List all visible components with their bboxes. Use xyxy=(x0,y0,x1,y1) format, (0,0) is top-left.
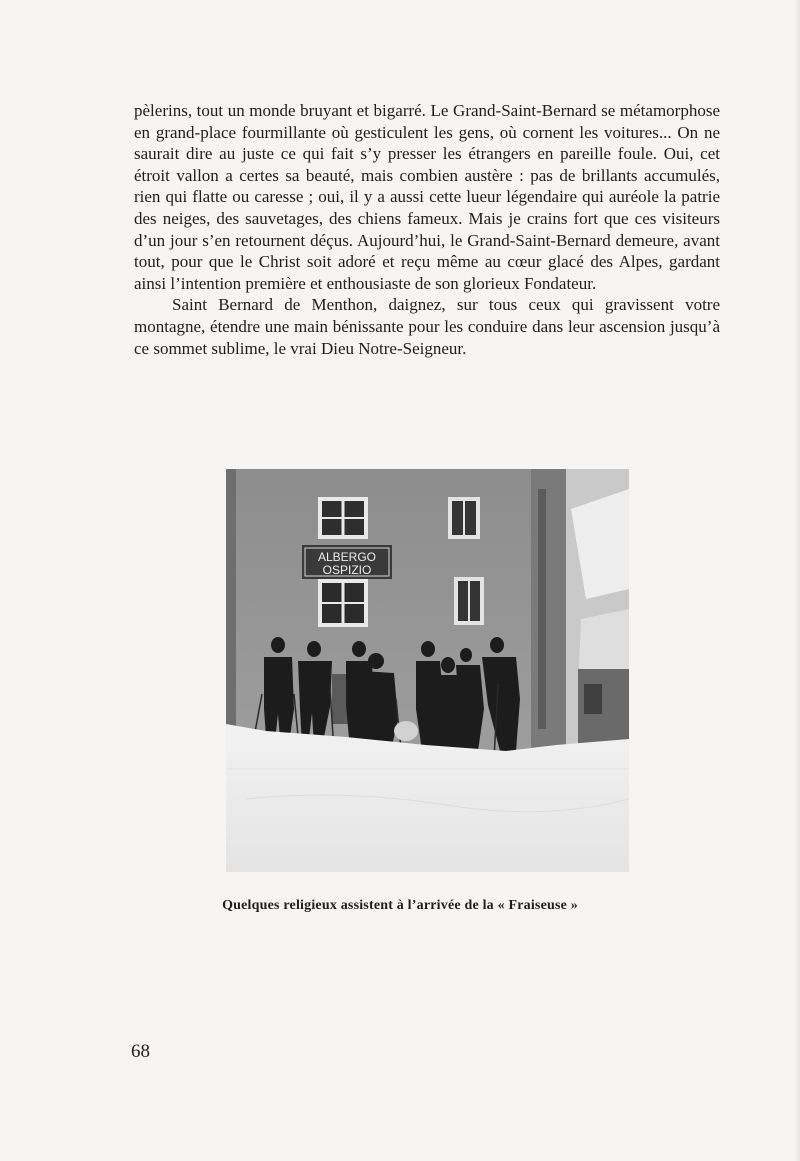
albergo-sign xyxy=(302,545,392,579)
sign-line-2: OSPIZIO xyxy=(322,563,372,577)
body-text xyxy=(134,100,720,359)
photo-caption: Quelques religieux assistent à l’arrivée de la « Fraiseuse » xyxy=(222,898,578,913)
page-edge-shadow xyxy=(794,0,800,1161)
paragraph-2: Saint Bernard de Menthon, daignez, sur tous ceux qui gravissent votre montagne, étendre une main bénissante pour les conduire dans leur ascension jusqu’à ce sommet sublime, le vrai Dieu Notre-Seigneur. xyxy=(134,295,720,358)
sign-line-1: ALBERGO xyxy=(317,550,377,564)
photograph-hospice-snow xyxy=(226,469,629,872)
window-upper-left xyxy=(318,497,368,539)
page-number: 68 xyxy=(131,1041,150,1062)
paragraph-1: pèlerins, tout un monde bruyant et bigarré. Le Grand-Saint-Bernard se métamorphose en grand-place fourmillante où gesticulent les gens, où cornent les voitures... On ne saurait dire au juste ce qui fait s’y presser les étrangers en pareille foule. Oui, cet étroit vallon a certes sa beauté, mais combien austère : pas de brillants accumulés, rien qui flatte ou caresse ; oui, il y a aussi cette lueur légendaire qui auréole la patrie des neiges, des sauvetages, des chiens fameux. Mais je crains fort que ces visiteurs d’un jour s’en retournent déçus. Aujourd’hui, le Grand-Saint-Bernard demeure, avant tout, pour que le Christ soit adoré et reçu même au cœur glacé des Alpes, gardant ainsi l’intention première et enthousiaste de son glorieux Fondateur. xyxy=(134,101,720,293)
